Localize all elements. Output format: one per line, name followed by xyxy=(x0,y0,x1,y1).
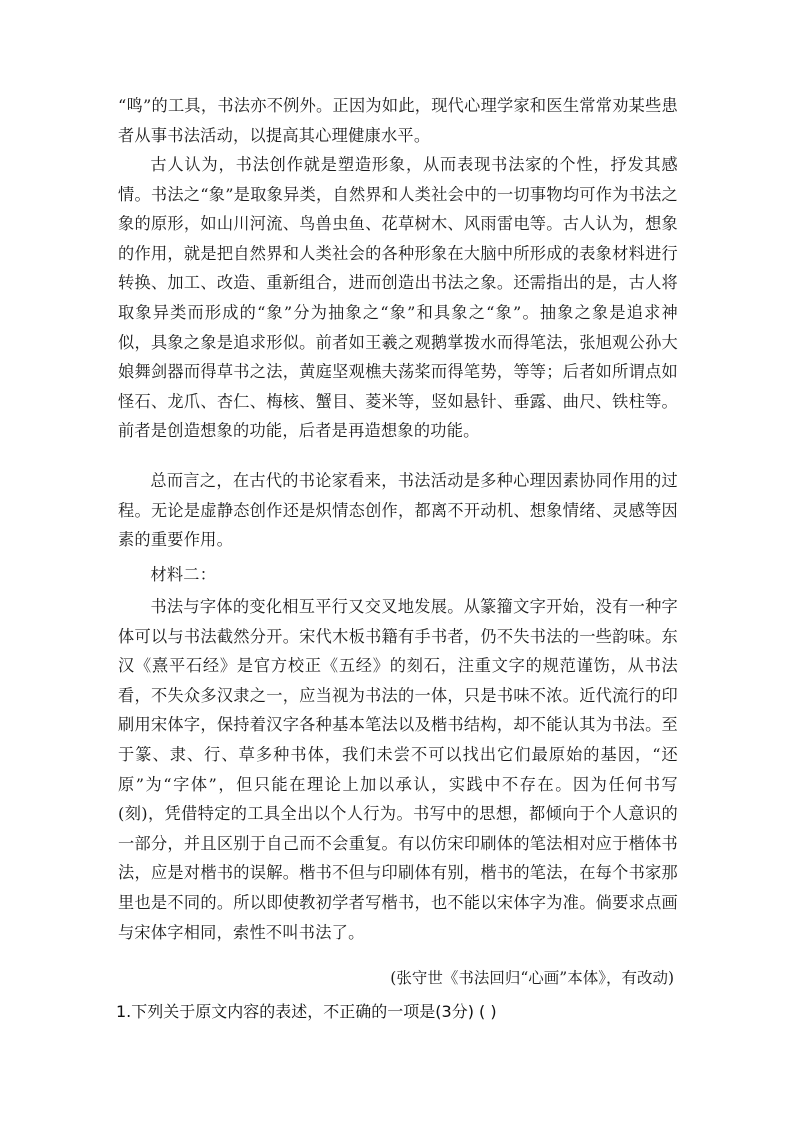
paragraph-text: “鸣”的工具，书法亦不例外。正因为如此，现代心理学家和医生常常劝某些患者从事书法活动，以提高其心理健康水平。 xyxy=(118,96,678,145)
material-two-heading xyxy=(118,560,678,590)
source-citation: (张守世《书法回归“心画”本体》，有改动) xyxy=(390,969,674,987)
paragraph-text: 书法与字体的变化相互平行又交叉地发展。从篆籀文字开始，没有一种字体可以与书法截然分开。宋代木板书籍有手书者，仍不失书法的一些韵味。东汉《熹平石经》是官方校正《五经》的刻石，注重文字的规范谨饬，从书法看，不失众多汉隶之一，应当视为书法的一体，只是书味不浓。近代流行的印刷用宋体字，保持着汉字各种基本笔法以及楷书结构，却不能认其为书法。至于篆、隶、行、草多种书体，我们未尝不可以找出它们最原始的基因，“还原”为“字体”，但只能在理论上加以承认，实践中不存在。因为任何书写(刻)，凭借特定的工具全出以个人行为。书写中的思想，都倾向于个人意识的一部分，并且区别于自己而不会重复。有以仿宋印刷体的笔法相对应于楷体书法，应是对楷书的误解。楷书不但与印刷体有别，楷书的笔法，在每个书家那里也是不同的。所以即使教初学者写楷书，也不能以宋体字为准。倘要求点画与宋体字相同，索性不叫书法了。 xyxy=(118,597,678,942)
passage-paragraph-xiang xyxy=(118,150,678,446)
passage-paragraph-summary xyxy=(118,466,678,555)
passage-paragraph-continuation xyxy=(118,91,678,150)
paragraph-text: 总而言之，在古代的书论家看来，书法活动是多种心理因素协同作用的过程。无论是虚静态创作还是炽情态创作，都离不开动机、想象情绪、灵感等因素的重要作用。 xyxy=(118,471,678,550)
passage-paragraph-material-two xyxy=(118,592,678,947)
paragraph-text: 古人认为，书法创作就是塑造形象，从而表现书法家的个性，抒发其感情。书法之“象”是取象异类，自然界和人类社会中的一切事物均可作为书法之象的原形，如山川河流、鸟兽虫鱼、花草树木、风雨雷电等。古人认为，想象的作用，就是把自然界和人类社会的各种形象在大脑中所形成的表象材料进行转换、加工、改造、重新组合，进而创造出书法之象。还需指出的是，古人将取象异类而形成的“象”分为抽象之“象”和具象之“象”。抽象之象是追求神似，具象之象是追求形似。前者如王羲之观鹅掌拨水而得笔法，张旭观公孙大娘舞剑器而得草书之法，黄庭坚观樵夫荡桨而得笔势，等等；后者如所谓点如怪石、龙爪、杏仁、梅核、蟹目、菱米等，竖如悬针、垂露、曲尺、铁柱等。前者是创造想象的功能，后者是再造想象的功能。 xyxy=(118,155,678,441)
heading-text: 材料二： xyxy=(150,565,217,584)
question-1: 1.下列关于原文内容的表述，不正确的一项是(3分) ( ) xyxy=(116,1002,497,1021)
